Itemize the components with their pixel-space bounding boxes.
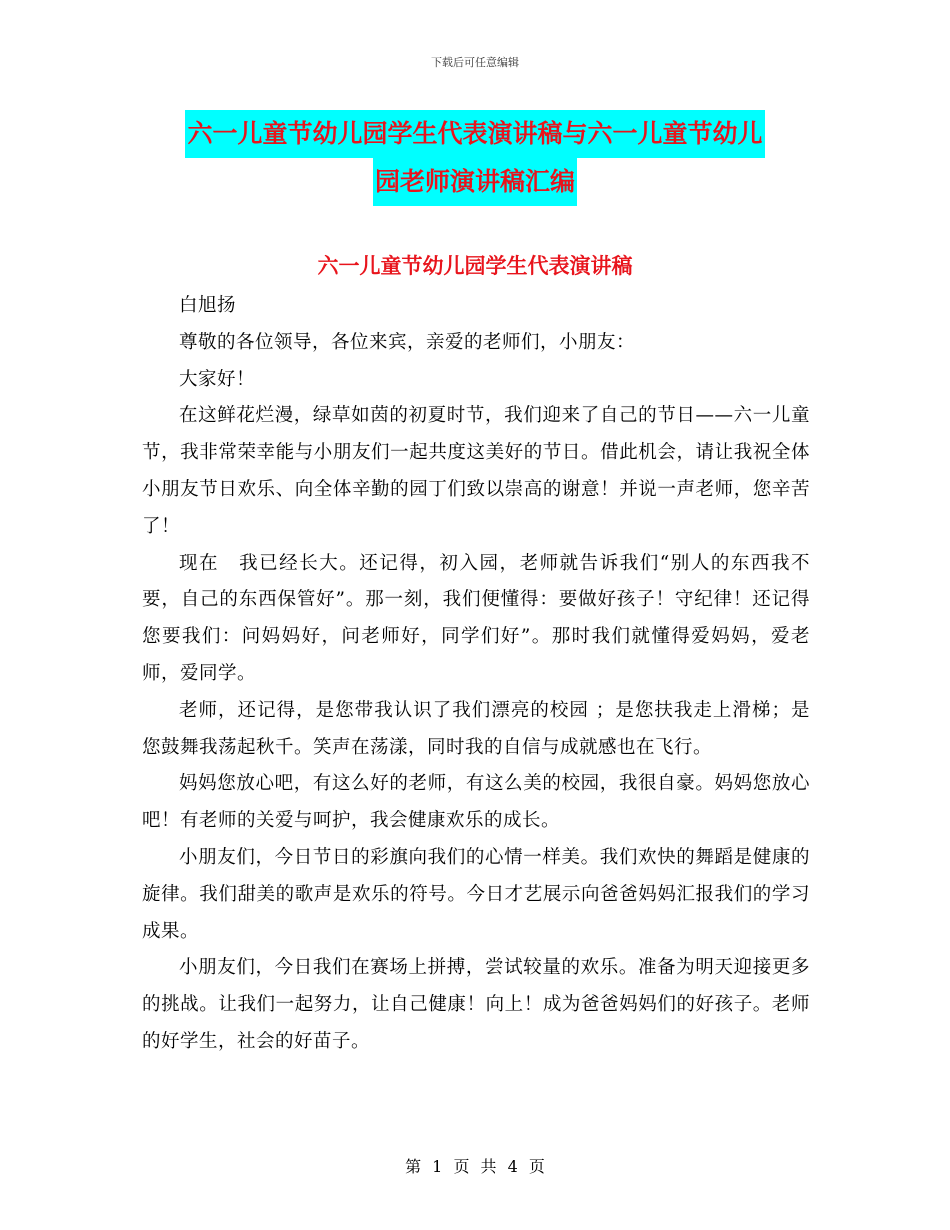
document-title-line-1: 六一儿童节幼儿园学生代表演讲稿与六一儿童节幼儿 xyxy=(185,110,764,158)
document-title xyxy=(0,110,950,206)
header-note: 下载后可任意编辑 xyxy=(431,56,519,69)
salutation: 尊敬的各位领导，各位来宾，亲爱的老师们，小朋友： xyxy=(179,331,636,353)
body-paragraph: 老师，还记得，是您带我认识了我们漂亮的校园 ；是您扶我走上滑梯；是您鼓舞我荡起秋千。笑声在荡漾，同时我的自信与成就感也在飞行。 xyxy=(142,699,810,758)
body-paragraph: 妈妈您放心吧，有这么好的老师，有这么美的校园，我很自豪。妈妈您放心吧！有老师的关爱与呵护，我会健康欢乐的成长。 xyxy=(142,773,810,832)
author-name: 白旭扬 xyxy=(179,295,237,316)
greeting: 大家好！ xyxy=(179,368,256,390)
body-paragraph: 小朋友们，今日我们在赛场上拼搏，尝试较量的欢乐。准备为明天迎接更多的挑战。让我们一起努力，让自己健康！向上！成为爸爸妈妈们的好孩子。老师的好学生，社会的好苗子。 xyxy=(142,957,810,1052)
section-title: 六一儿童节幼儿园学生代表演讲稿 xyxy=(317,254,633,278)
page-number-footer: 第 1 页 共 4 页 xyxy=(405,1157,545,1176)
speech-body xyxy=(142,288,810,1061)
body-paragraph: 小朋友们，今日节日的彩旗向我们的心情一样美。我们欢快的舞蹈是健康的旋律。我们甜美的歌声是欢乐的符号。今日才艺展示向爸爸妈妈汇报我们的学习成果。 xyxy=(142,846,810,942)
document-title-line-2: 园老师演讲稿汇编 xyxy=(373,158,577,206)
body-paragraph: 现在 我已经长大。还记得，初入园，老师就告诉我们“别人的东西我不要，自己的东西保管好”。那一刻，我们便懂得：要做好孩子！守纪律！还记得您要我们：问妈妈好，问老师好，同学们好”。那时我们就懂得爱妈妈，爱老师，爱同学。 xyxy=(142,552,810,684)
body-paragraph: 在这鲜花烂漫，绿草如茵的初夏时节，我们迎来了自己的节日——六一儿童节，我非常荣幸能与小朋友们一起共度这美好的节日。借此机会，请让我祝全体小朋友节日欢乐、向全体辛勤的园丁们致以崇高的谢意！并说一声老师，您辛苦了！ xyxy=(142,405,810,537)
